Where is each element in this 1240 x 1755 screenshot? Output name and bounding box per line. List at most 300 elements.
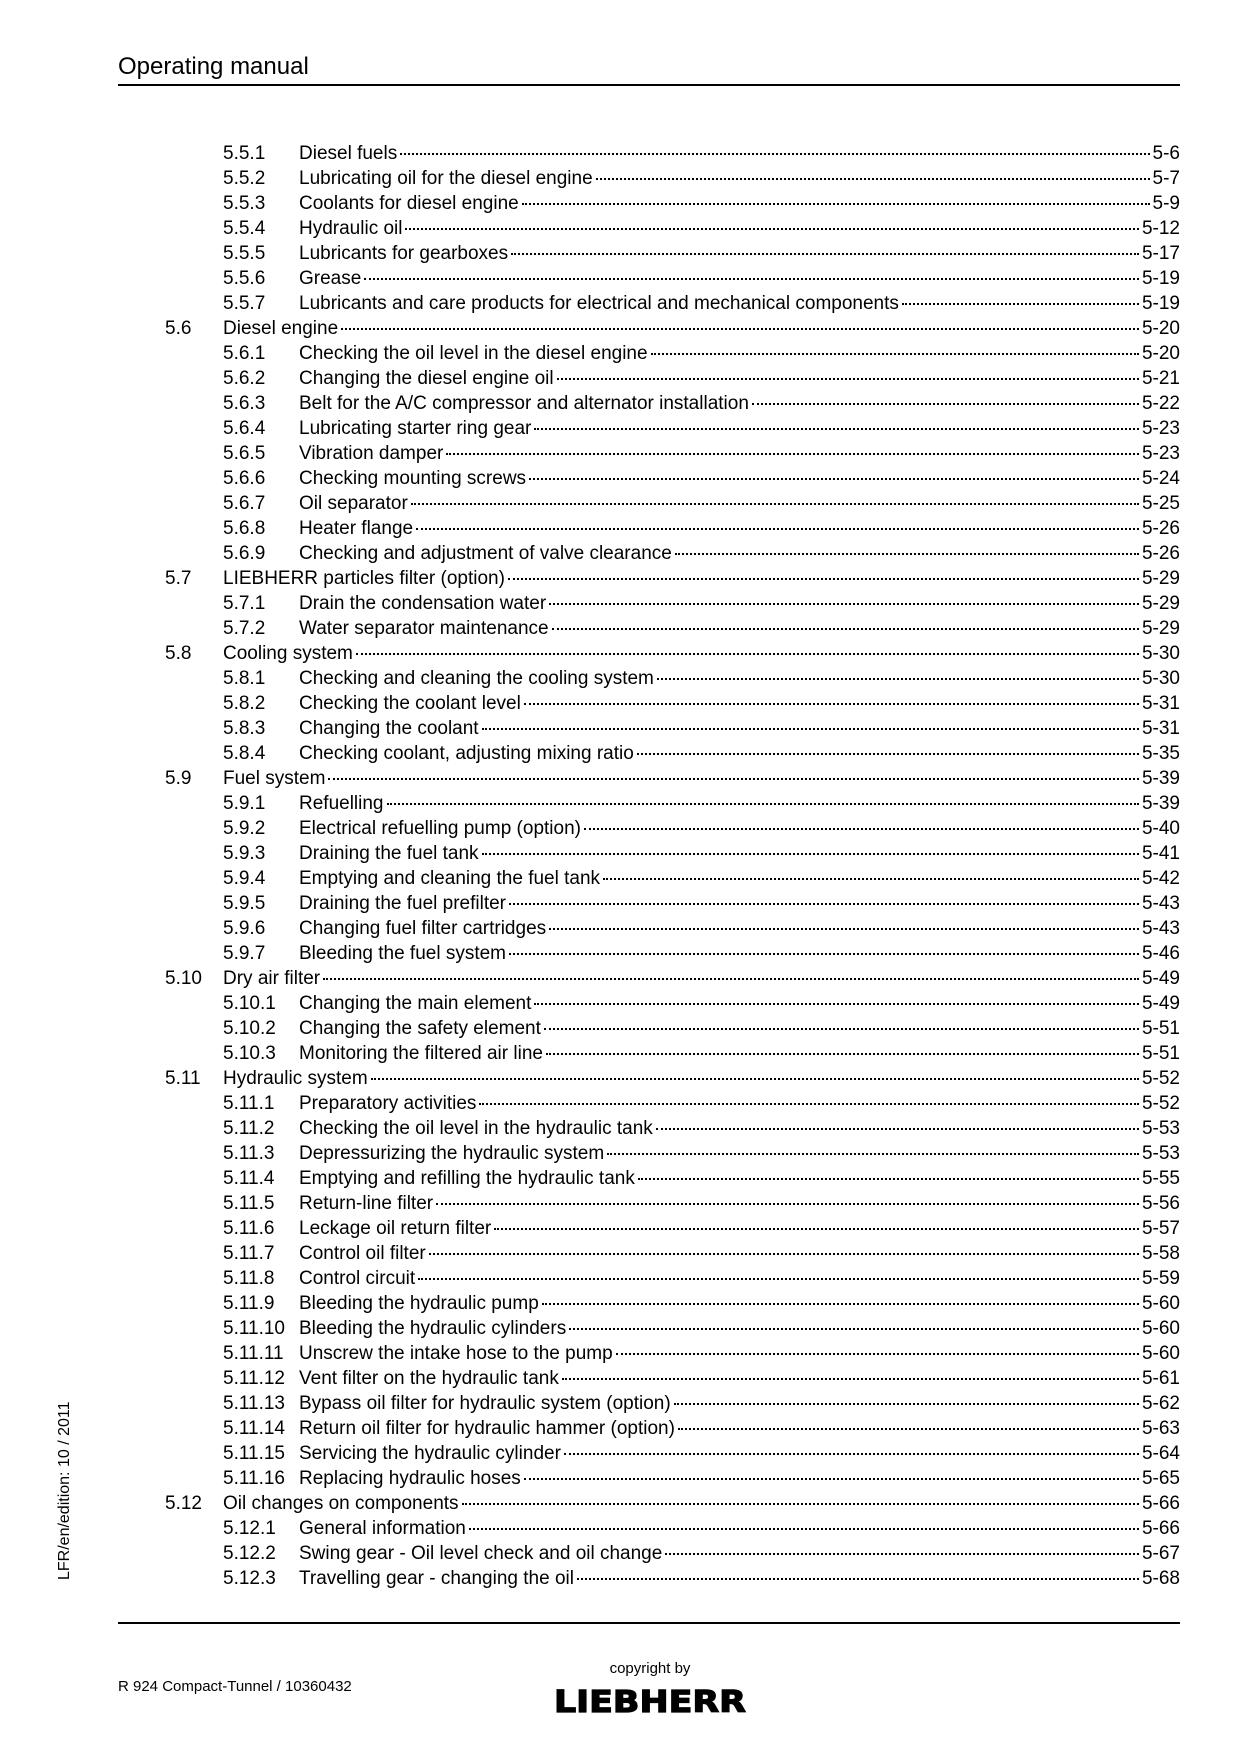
toc-entry-page: 5-61 [1141,1368,1180,1389]
toc-entry-title: Checking mounting screws [299,468,527,489]
toc-entry-number: 5.9.1 [223,793,266,814]
toc-entry-title: Draining the fuel prefilter [299,893,506,914]
dot-leader [529,478,1139,480]
toc-entry-page: 5-58 [1141,1243,1180,1264]
toc-entry[interactable] [0,591,1240,616]
toc-entry[interactable] [0,1116,1240,1141]
toc-entry[interactable] [0,1441,1240,1466]
toc-entry-title: Oil separator [299,493,408,514]
toc-entry-number: 5.11.4 [223,1168,275,1189]
toc-entry-number: 5.6.5 [223,443,266,464]
toc-entry-page: 5-55 [1141,1168,1180,1189]
toc-entry-number: 5.8 [165,643,192,664]
toc-entry-number: 5.9.4 [223,868,266,889]
toc-entry-title: Monitoring the filtered air line [299,1043,543,1064]
toc-entry-title: Bleeding the fuel system [299,943,507,964]
toc-entry-page: 5-53 [1141,1118,1180,1139]
toc-entry-title: Leckage oil return filter [299,1218,492,1239]
toc-entry-number: 5.5.2 [223,168,266,189]
toc-entry-number: 5.11.5 [223,1193,275,1214]
toc-entry-page: 5-12 [1141,218,1180,239]
toc-entry-page: 5-6 [1152,143,1180,164]
toc-entry-number: 5.6.6 [223,468,266,489]
toc-entry[interactable] [0,766,1240,791]
toc-entry-number: 5.12.2 [223,1543,276,1564]
toc-entry-number: 5.11.2 [223,1118,275,1139]
toc-entry-page: 5-51 [1141,1018,1180,1039]
toc-entry-number: 5.11.12 [223,1368,285,1389]
toc-entry-number: 5.9 [165,768,192,789]
toc-entry-page: 5-23 [1141,418,1180,439]
toc-entry-number: 5.5.5 [223,243,266,264]
toc-entry[interactable] [0,466,1240,491]
toc-entry-page: 5-22 [1141,393,1180,414]
toc-entry[interactable] [0,1316,1240,1341]
toc-entry-title: Return oil filter for hydraulic hammer (option) [299,1418,675,1439]
toc-entry-page: 5-49 [1141,968,1180,989]
dot-leader [411,503,1139,505]
toc-entry-title: Control oil filter [299,1243,426,1264]
toc-entry-number: 5.9.2 [223,818,266,839]
toc-entry-title: Control circuit [299,1268,416,1289]
toc-entry[interactable] [0,866,1240,891]
toc-entry-title: Replacing hydraulic hoses [299,1468,521,1489]
toc-entry-title: LIEBHERR particles filter (option) [223,568,505,589]
toc-entry-page: 5-29 [1141,568,1180,589]
toc-entry-title: Lubricating oil for the diesel engine [299,168,593,189]
table-of-contents [0,141,1240,1591]
toc-entry-title: Checking and adjustment of valve clearance [299,543,672,564]
toc-entry-title: Preparatory activities [299,1093,477,1114]
dot-leader [569,1328,1139,1330]
toc-entry-number: 5.5.4 [223,218,266,239]
dot-leader [552,628,1139,630]
dot-leader [511,253,1139,255]
toc-entry[interactable] [0,816,1240,841]
toc-entry[interactable] [0,441,1240,466]
toc-entry[interactable] [0,1141,1240,1166]
toc-entry-page: 5-7 [1152,168,1180,189]
toc-entry-number: 5.11.3 [223,1143,275,1164]
toc-entry-page: 5-39 [1141,793,1180,814]
toc-entry-number: 5.6.4 [223,418,266,439]
toc-entry-title: Changing the main element [299,993,532,1014]
toc-entry[interactable] [0,266,1240,291]
toc-entry-title: Changing the diesel engine oil [299,368,554,389]
toc-entry-title: Lubricants for gearboxes [299,243,509,264]
dot-leader [494,1228,1139,1230]
toc-entry-title: Changing the coolant [299,718,479,739]
dot-leader [546,1053,1139,1055]
toc-entry[interactable] [0,566,1240,591]
toc-entry-page: 5-31 [1141,718,1180,739]
toc-entry-number: 5.11.11 [223,1343,284,1364]
toc-entry[interactable] [0,366,1240,391]
toc-entry-title: Lubricating starter ring gear [299,418,532,439]
toc-entry-title: Electrical refuelling pump (option) [299,818,581,839]
toc-entry-number: 5.8.3 [223,718,266,739]
dot-leader [323,978,1139,980]
toc-entry-page: 5-53 [1141,1143,1180,1164]
toc-entry-title: Emptying and cleaning the fuel tank [299,868,601,889]
toc-entry[interactable] [0,1541,1240,1566]
dot-leader [657,678,1139,680]
toc-entry-page: 5-17 [1141,243,1180,264]
toc-entry-title: Vent filter on the hydraulic tank [299,1368,559,1389]
toc-entry-page: 5-59 [1141,1268,1180,1289]
toc-entry[interactable] [0,1241,1240,1266]
toc-entry-number: 5.10.2 [223,1018,276,1039]
toc-entry-number: 5.7.2 [223,618,266,639]
toc-entry[interactable] [0,166,1240,191]
dot-leader [446,453,1139,455]
toc-entry-page: 5-57 [1141,1218,1180,1239]
toc-entry-page: 5-66 [1141,1518,1180,1539]
toc-entry-page: 5-41 [1141,843,1180,864]
toc-entry-number: 5.6.8 [223,518,266,539]
toc-entry[interactable] [0,216,1240,241]
toc-entry-number: 5.11.1 [223,1093,275,1114]
toc-entry[interactable] [0,1216,1240,1241]
toc-entry[interactable] [0,1016,1240,1041]
dot-leader [564,1453,1139,1455]
toc-entry-number: 5.10.3 [223,1043,276,1064]
dot-leader [524,1478,1139,1480]
toc-entry-number: 5.12 [165,1493,202,1514]
dot-leader [549,928,1139,930]
dot-leader [656,1128,1139,1130]
toc-entry[interactable] [0,516,1240,541]
toc-entry-page: 5-26 [1141,518,1180,539]
dot-leader [482,853,1139,855]
toc-entry-number: 5.8.1 [223,668,266,689]
liebherr-logo [552,1686,748,1721]
toc-entry-page: 5-23 [1141,443,1180,464]
dot-leader [674,1403,1139,1405]
toc-entry-title: Travelling gear - changing the oil [299,1568,574,1589]
toc-entry-number: 5.9.7 [223,943,266,964]
toc-entry-page: 5-21 [1141,368,1180,389]
toc-entry-page: 5-62 [1141,1393,1180,1414]
toc-entry-title: Swing gear - Oil level check and oil change [299,1543,663,1564]
toc-entry-title: Checking and cleaning the cooling system [299,668,654,689]
dot-leader [356,653,1139,655]
toc-entry-page: 5-52 [1141,1093,1180,1114]
toc-entry[interactable] [0,491,1240,516]
dot-leader [534,1003,1139,1005]
dot-leader [371,1078,1139,1080]
toc-entry-number: 5.7.1 [223,593,266,614]
toc-entry-page: 5-51 [1141,1043,1180,1064]
toc-entry-number: 5.6.9 [223,543,266,564]
toc-entry-page: 5-30 [1141,643,1180,664]
dot-leader [509,953,1139,955]
dot-leader [328,778,1139,780]
toc-entry-page: 5-31 [1141,693,1180,714]
dot-leader [364,278,1139,280]
toc-entry[interactable] [0,1066,1240,1091]
dot-leader [534,428,1139,430]
dot-leader [557,378,1139,380]
edition-side-text: LFR/en/edition: 10 / 2011 [56,1401,73,1580]
toc-entry[interactable] [0,1391,1240,1416]
toc-entry-number: 5.11.10 [223,1318,285,1339]
dot-leader [577,1578,1139,1580]
dot-leader [469,1528,1139,1530]
toc-entry-title: Checking coolant, adjusting mixing ratio [299,743,634,764]
dot-leader [508,578,1139,580]
dot-leader [482,728,1139,730]
toc-entry-number: 5.6.7 [223,493,266,514]
toc-entry[interactable] [0,1291,1240,1316]
toc-entry-title: Fuel system [223,768,326,789]
toc-entry[interactable] [0,841,1240,866]
toc-entry[interactable] [0,1166,1240,1191]
toc-entry-title: Heater flange [299,518,414,539]
toc-entry[interactable] [0,316,1240,341]
toc-entry[interactable] [0,641,1240,666]
toc-entry-number: 5.6.1 [223,343,266,364]
toc-entry-title: Dry air filter [223,968,321,989]
toc-entry[interactable] [0,1491,1240,1516]
toc-entry[interactable] [0,416,1240,441]
footer-rule [118,1622,1180,1624]
toc-entry[interactable] [0,991,1240,1016]
dot-leader [405,228,1138,230]
dot-leader [479,1103,1139,1105]
svg-text:LIEBHERR: LIEBHERR [554,1686,746,1716]
toc-entry-page: 5-43 [1141,893,1180,914]
dot-leader [387,803,1139,805]
toc-entry[interactable] [0,1266,1240,1291]
toc-entry[interactable] [0,1091,1240,1116]
toc-entry-title: Checking the oil level in the hydraulic tank [299,1118,653,1139]
toc-entry[interactable] [0,541,1240,566]
toc-entry-title: Lubricants and care products for electrical and mechanical components [299,293,899,314]
toc-entry-title: Bypass oil filter for hydraulic system (option) [299,1393,671,1414]
toc-entry-page: 5-52 [1141,1068,1180,1089]
toc-entry-page: 5-63 [1141,1418,1180,1439]
toc-entry-page: 5-64 [1141,1443,1180,1464]
toc-entry-number: 5.5.7 [223,293,266,314]
toc-entry-title: Hydraulic system [223,1068,368,1089]
toc-entry-number: 5.11.7 [223,1243,275,1264]
toc-entry[interactable] [0,916,1240,941]
toc-entry[interactable] [0,1366,1240,1391]
toc-entry-page: 5-9 [1152,193,1180,214]
toc-entry-page: 5-67 [1141,1543,1180,1564]
dot-leader [651,353,1139,355]
dot-leader [549,603,1139,605]
toc-entry[interactable] [0,941,1240,966]
dot-leader [665,1553,1139,1555]
dot-leader [902,303,1139,305]
toc-entry-title: Diesel fuels [299,143,398,164]
toc-entry[interactable] [0,1516,1240,1541]
toc-entry[interactable] [0,966,1240,991]
dot-leader [752,403,1139,405]
toc-entry-page: 5-43 [1141,918,1180,939]
toc-entry[interactable] [0,1191,1240,1216]
footer-document-id: R 924 Compact-Tunnel / 10360432 [118,1678,352,1695]
toc-entry[interactable] [0,616,1240,641]
dot-leader [637,753,1139,755]
toc-entry-page: 5-68 [1141,1568,1180,1589]
toc-entry[interactable] [0,341,1240,366]
liebherr-logo-mark [552,1686,748,1716]
toc-entry-number: 5.10 [165,968,202,989]
toc-entry-number: 5.7 [165,568,192,589]
toc-entry-page: 5-24 [1141,468,1180,489]
toc-entry-title: Drain the condensation water [299,593,547,614]
toc-entry-title: Return-line filter [299,1193,434,1214]
toc-entry-number: 5.11.13 [223,1393,285,1414]
toc-entry-number: 5.11 [165,1068,201,1089]
toc-entry-title: Servicing the hydraulic cylinder [299,1443,561,1464]
toc-entry[interactable] [0,1466,1240,1491]
toc-entry-title: Hydraulic oil [299,218,403,239]
toc-entry-page: 5-60 [1141,1343,1180,1364]
dot-leader [436,1203,1139,1205]
dot-leader [416,528,1139,530]
toc-entry[interactable] [0,891,1240,916]
toc-entry-title: Bleeding the hydraulic pump [299,1293,539,1314]
toc-entry-page: 5-39 [1141,768,1180,789]
toc-entry[interactable] [0,1341,1240,1366]
toc-entry-number: 5.10.1 [223,993,276,1014]
dot-leader [603,878,1139,880]
toc-entry[interactable] [0,741,1240,766]
toc-entry-title: Bleeding the hydraulic cylinders [299,1318,567,1339]
dot-leader [542,1303,1139,1305]
toc-entry-number: 5.8.4 [223,743,266,764]
toc-entry-page: 5-66 [1141,1493,1180,1514]
toc-entry-number: 5.11.6 [223,1218,275,1239]
dot-leader [509,903,1139,905]
toc-entry-page: 5-20 [1141,343,1180,364]
toc-entry-number: 5.6.2 [223,368,266,389]
toc-entry-number: 5.11.15 [223,1443,285,1464]
toc-entry-title: General information [299,1518,466,1539]
toc-entry[interactable] [0,241,1240,266]
toc-entry-page: 5-65 [1141,1468,1180,1489]
toc-entry-number: 5.5.1 [223,143,266,164]
toc-entry-page: 5-56 [1141,1193,1180,1214]
dot-leader [400,153,1149,155]
toc-entry-page: 5-42 [1141,868,1180,889]
toc-entry-number: 5.5.6 [223,268,266,289]
toc-entry[interactable] [0,716,1240,741]
dot-leader [616,1353,1139,1355]
toc-entry-title: Changing fuel filter cartridges [299,918,547,939]
dot-leader [429,1253,1139,1255]
toc-entry-title: Cooling system [223,643,353,664]
toc-entry-number: 5.11.8 [223,1268,275,1289]
toc-entry-title: Refuelling [299,793,384,814]
toc-entry-title: Oil changes on components [223,1493,459,1514]
dot-leader [678,1428,1139,1430]
dot-leader [607,1153,1139,1155]
toc-entry-page: 5-20 [1141,318,1180,339]
page-header-title: Operating manual [118,53,309,80]
toc-entry-title: Checking the coolant level [299,693,521,714]
toc-entry-page: 5-26 [1141,543,1180,564]
toc-entry-page: 5-25 [1141,493,1180,514]
toc-entry-title: Emptying and refilling the hydraulic tank [299,1168,635,1189]
toc-entry-number: 5.12.1 [223,1518,276,1539]
toc-entry[interactable] [0,691,1240,716]
toc-entry[interactable] [0,141,1240,166]
toc-entry-title: Checking the oil level in the diesel engine [299,343,648,364]
toc-entry[interactable] [0,1041,1240,1066]
toc-entry-number: 5.9.6 [223,918,266,939]
dot-leader [562,1378,1139,1380]
toc-entry-page: 5-46 [1141,943,1180,964]
toc-entry-number: 5.12.3 [223,1568,276,1589]
toc-entry-number: 5.11.14 [223,1418,285,1439]
toc-entry-page: 5-19 [1141,268,1180,289]
toc-entry[interactable] [0,191,1240,216]
toc-entry-number: 5.9.3 [223,843,266,864]
toc-entry-title: Grease [299,268,362,289]
toc-entry-page: 5-19 [1141,293,1180,314]
toc-entry-number: 5.8.2 [223,693,266,714]
dot-leader [462,1503,1139,1505]
dot-leader [341,328,1139,330]
toc-entry-page: 5-29 [1141,618,1180,639]
toc-entry-title: Draining the fuel tank [299,843,479,864]
toc-entry-title: Changing the safety element [299,1018,541,1039]
toc-entry-title: Depressurizing the hydraulic system [299,1143,605,1164]
toc-entry-number: 5.6 [165,318,192,339]
dot-leader [675,553,1139,555]
toc-entry-title: Coolants for diesel engine [299,193,519,214]
toc-entry-title: Belt for the A/C compressor and alternator installation [299,393,749,414]
toc-entry-page: 5-29 [1141,593,1180,614]
dot-leader [418,1278,1139,1280]
toc-entry-number: 5.9.5 [223,893,266,914]
toc-entry[interactable] [0,1416,1240,1441]
toc-entry-number: 5.5.3 [223,193,266,214]
toc-entry[interactable] [0,666,1240,691]
toc-entry-page: 5-49 [1141,993,1180,1014]
toc-entry-number: 5.6.3 [223,393,266,414]
toc-entry-page: 5-40 [1141,818,1180,839]
dot-leader [638,1178,1139,1180]
dot-leader [584,828,1139,830]
dot-leader [544,1028,1139,1030]
toc-entry-title: Vibration damper [299,443,444,464]
dot-leader [596,178,1150,180]
dot-leader [522,203,1150,205]
toc-entry-title: Unscrew the intake hose to the pump [299,1343,613,1364]
header-rule [118,84,1180,86]
dot-leader [524,703,1139,705]
toc-entry[interactable] [0,791,1240,816]
toc-entry-page: 5-60 [1141,1318,1180,1339]
toc-entry[interactable] [0,291,1240,316]
toc-entry-page: 5-35 [1141,743,1180,764]
toc-entry-number: 5.11.16 [223,1468,285,1489]
copyright-text: copyright by [609,1660,691,1677]
toc-entry[interactable] [0,391,1240,416]
toc-entry[interactable] [0,1566,1240,1591]
toc-entry-title: Water separator maintenance [299,618,549,639]
toc-entry-page: 5-30 [1141,668,1180,689]
toc-entry-number: 5.11.9 [223,1293,275,1314]
toc-entry-page: 5-60 [1141,1293,1180,1314]
toc-entry-title: Diesel engine [223,318,339,339]
